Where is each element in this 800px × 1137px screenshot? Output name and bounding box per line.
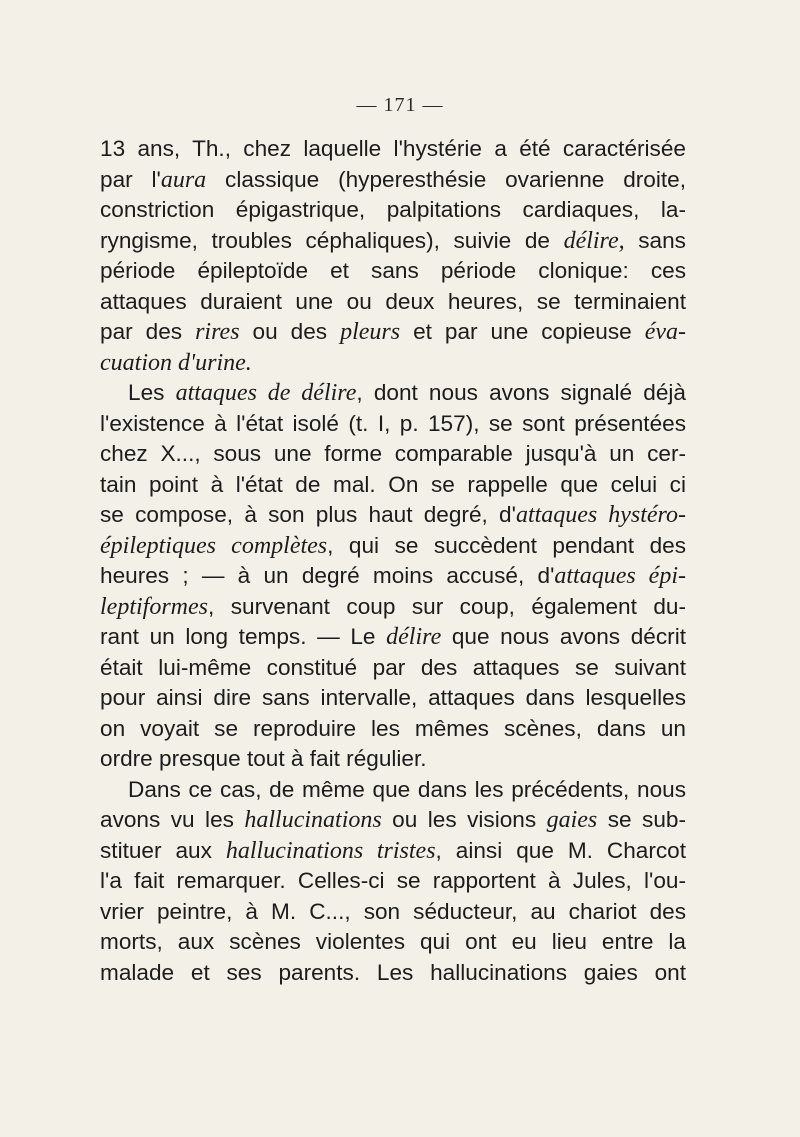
text-segment: heures ; — à un degré moins accusé, d' (100, 563, 555, 588)
text-line (100, 317, 686, 348)
text-line (100, 683, 686, 714)
text-segment: pour ainsi dire sans intervalle, attaques dans lesquelles (100, 685, 686, 710)
text-line (100, 653, 686, 684)
text-line (100, 500, 686, 531)
text-line (100, 622, 686, 653)
italic-text: attaques de délire (175, 380, 357, 406)
text-segment: période épileptoïde et sans période clonique: ces (100, 258, 686, 283)
text-segment: morts, aux scènes violentes qui ont eu lieu entre la (100, 929, 686, 954)
text-segment: attaques duraient une ou deux heures, se terminaient (100, 288, 686, 314)
text-line (100, 561, 686, 592)
italic-text: hallucinations tristes (225, 837, 436, 864)
text-segment: constriction épigastrique, palpitations cardiaques, la- (100, 197, 686, 222)
italic-text: délire, (563, 227, 625, 254)
text-line (100, 866, 686, 897)
text-segment: ordre presque tout à fait régulier. (100, 746, 427, 771)
text-line (100, 226, 686, 257)
text-line (100, 775, 686, 806)
text-segment: que nous avons décrit (441, 624, 686, 649)
text-line (100, 531, 686, 562)
text-segment: Dans ce cas, de même que dans les précédents, nous (128, 776, 686, 802)
text-line (100, 592, 686, 623)
text-line (100, 805, 686, 836)
text-line (100, 195, 686, 226)
text-segment: par l' (100, 166, 161, 192)
italic-text: éva- (644, 319, 686, 345)
text-line (100, 897, 686, 928)
text-line (100, 927, 686, 958)
text-segment: vrier peintre, à M. C..., son séducteur, au chariot des (100, 898, 686, 924)
italic-text: attaques épi- (554, 563, 686, 589)
text-segment: ou des (239, 319, 341, 344)
italic-text: épileptiques complètes (100, 532, 328, 559)
text-segment: sans (624, 227, 686, 253)
text-segment: tain point à l'état de mal. On se rappelle que celui ci (100, 471, 686, 497)
text-line (100, 134, 686, 165)
text-line (100, 256, 686, 287)
text-line (100, 348, 686, 379)
body-text (100, 134, 686, 988)
text-segment: Les (128, 380, 176, 405)
text-line (100, 958, 686, 989)
italic-text: gaies (546, 807, 598, 833)
text-segment: se compose, à son plus haut degré, d' (100, 502, 516, 527)
text-segment: par des (100, 319, 196, 344)
text-segment: , dont nous avons signalé déjà (356, 380, 686, 405)
text-line (100, 165, 686, 196)
text-line (100, 470, 686, 501)
text-segment: et par une copieuse (400, 319, 645, 344)
text-segment: classique (hyperesthésie ovarienne droite, (206, 166, 686, 192)
text-line (100, 836, 686, 867)
text-line (100, 744, 686, 775)
text-line (100, 409, 686, 440)
text-segment: , qui se succèdent pendant des (327, 532, 686, 558)
text-segment: rant un long temps. — Le (100, 624, 387, 649)
text-segment: avons vu les (100, 807, 245, 832)
text-segment: on voyait se reproduire les mêmes scènes, dans un (100, 715, 686, 741)
italic-text: rires (195, 319, 240, 345)
text-line (100, 439, 686, 470)
text-segment: , survenant coup sur coup, également du- (208, 593, 686, 619)
page-number: — 171 — (356, 94, 444, 116)
text-segment: stituer aux (100, 837, 226, 863)
text-segment: l'existence à l'état isolé (t. I, p. 157), se sont présentées (100, 410, 686, 436)
italic-text: hallucinations (244, 807, 382, 833)
italic-text: attaques hystéro- (515, 502, 686, 528)
text-line (100, 378, 686, 409)
text-segment: était lui-même constitué par des attaques se suivant (100, 654, 686, 680)
italic-text: pleurs (340, 319, 401, 345)
text-line (100, 287, 686, 318)
text-segment: malade et ses parents. Les hallucinations gaies ont (100, 959, 686, 985)
text-segment: ryngisme, troubles céphaliques), suivie de (100, 227, 564, 253)
text-line (100, 714, 686, 745)
text-segment: ou les visions (381, 807, 547, 832)
italic-text: délire (386, 624, 442, 650)
italic-text: cuation d'urine. (100, 349, 252, 376)
text-segment: , ainsi que M. Charcot (435, 837, 686, 863)
text-segment: l'a fait remarquer. Celles-ci se rapportent à Jules, l'ou- (100, 868, 686, 893)
italic-text: leptiformes (100, 593, 208, 620)
text-segment: chez X..., sous une forme comparable jusqu'à un cer- (100, 441, 686, 466)
italic-text: aura (160, 166, 207, 193)
text-segment: se sub- (597, 807, 686, 832)
text-segment: 13 ans, Th., chez laquelle l'hystérie a été caractérisée (100, 136, 686, 161)
